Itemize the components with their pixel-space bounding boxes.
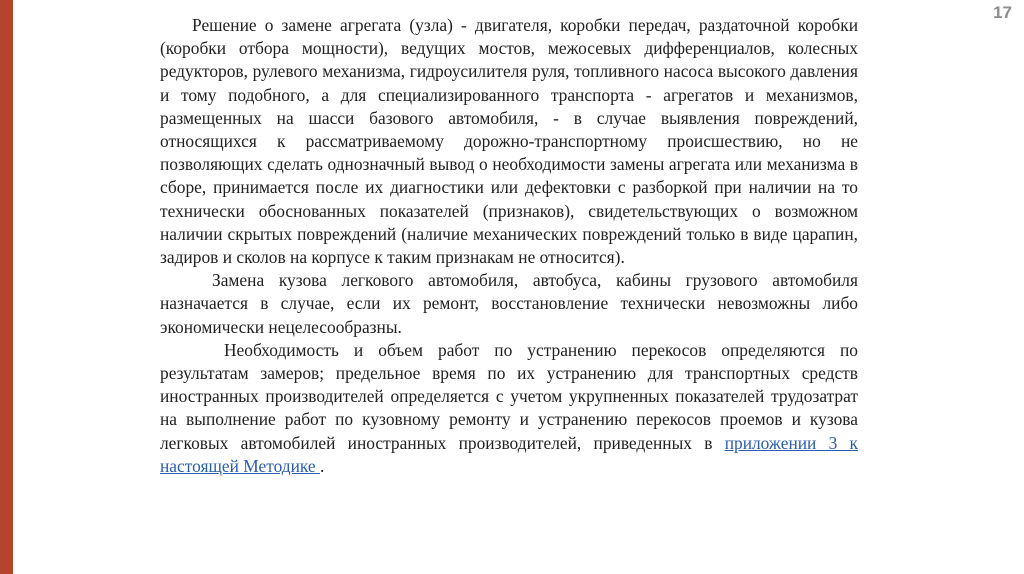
paragraph-skew-correction [160,339,858,478]
paragraph-unit-replacement: Решение о замене агрегата (узла) - двигателя, коробки передач, раздаточной коробки (коробки отбора мощности), ведущих мостов, межосевых дифференциалов, колесных редукторов, рулевого механизма, гидроусилителя руля, топливного насоса высокого давления и тому подобного, а для специализированного транспорта - агрегатов и механизмов, размещенных на шасси базового автомобиля, - в случае выявления повреждений, относящихся к рассматриваемому дорожно-транспортному происшествию, но не позволяющих сделать однозначный вывод о необходимости замены агрегата или механизма в сборе, принимается после их диагностики или дефектовки с разборкой при наличии на то технически обоснованных показателей (признаков), свидетельствующих о возможном наличии скрытых повреждений (наличие механических повреждений только в виде царапин, задиров и сколов на корпусе к таким признакам не относится). [160,15,858,268]
document-body [160,14,858,478]
paragraph-body-replacement: Замена кузова легкового автомобиля, автобуса, кабины грузового автомобиля назначается в случае, если их ремонт, восстановление технически невозможны либо экономически нецелесообразны. [160,270,858,337]
paragraph-end-period: . [320,455,325,476]
left-accent-bar [0,0,13,574]
slide-number: 17 [993,3,1012,22]
paragraph-skew-text: Необходимость и объем работ по устранению перекосов определяются по результатам замеров; предельное время по их устранению для транспортных средств иностранных производителей определяется с учетом укрупненных показателей трудозатрат на выполнение работ по кузовному ремонту и устранению перекосов проемов и кузова легковых автомобилей иностранных производителей, приведенных в [160,339,858,453]
appendix-3-link[interactable]: приложении 3 к настоящей Методике [160,432,858,476]
